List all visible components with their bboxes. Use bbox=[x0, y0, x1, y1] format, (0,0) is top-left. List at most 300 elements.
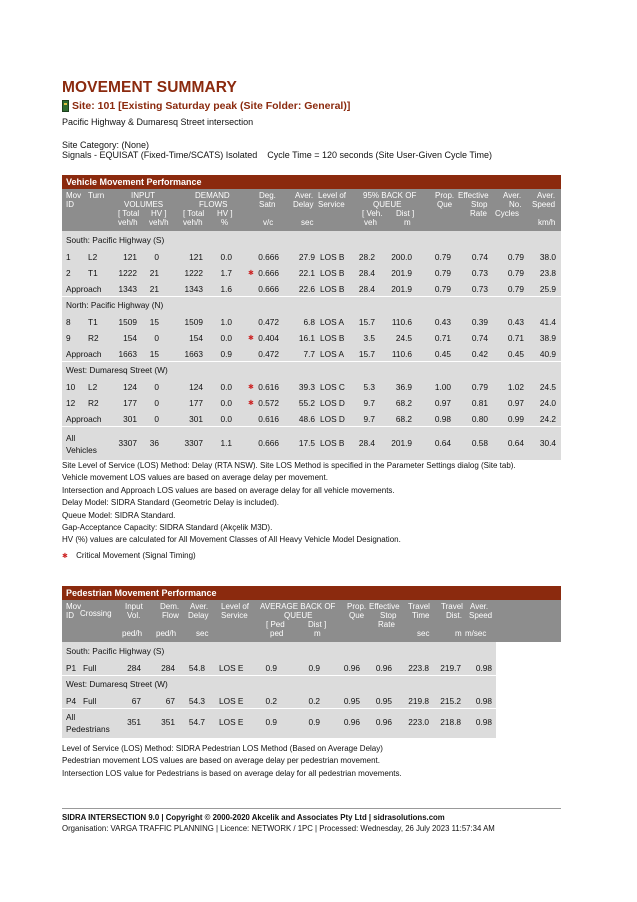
cell-crossing: Full bbox=[83, 696, 97, 706]
cell-dhv: 0.0 bbox=[220, 382, 232, 392]
cell-dtotal: 124 bbox=[189, 382, 203, 392]
cell-id: P1 bbox=[66, 663, 77, 673]
cell-dist: 200.0 bbox=[391, 252, 412, 262]
cell-id: P4 bbox=[66, 696, 77, 706]
cell-time: 223.8 bbox=[408, 663, 429, 673]
cell-veh: 28.4 bbox=[358, 284, 375, 294]
cell-veh: 5.3 bbox=[363, 382, 375, 392]
cell-los: LOS E bbox=[219, 717, 244, 727]
cell-cycles: 0.97 bbox=[507, 398, 524, 408]
hdr-stop: Stop bbox=[471, 200, 488, 209]
cell-delay: 7.7 bbox=[303, 349, 315, 359]
all-pedestrians-row bbox=[62, 712, 496, 736]
cell-turn: T1 bbox=[88, 268, 98, 278]
signals-info: Signals - EQUISAT (Fixed-Time/SCATS) Isolated Cycle Time = 120 seconds (Site User-Given Cycle Time) bbox=[62, 150, 493, 160]
cell-prop: 1.00 bbox=[434, 382, 451, 392]
phdr-aver2: Aver. bbox=[470, 602, 489, 611]
cell-speed: 0.98 bbox=[475, 663, 492, 673]
hdr-que: Que bbox=[437, 200, 453, 209]
cell-speed: 38.0 bbox=[539, 252, 556, 262]
critical-star-icon: ✱ bbox=[248, 270, 254, 277]
cell-turn: R2 bbox=[88, 398, 99, 408]
cell-prop: 0.95 bbox=[343, 696, 360, 706]
all-vehicles-row bbox=[62, 433, 561, 457]
hdr-dtotal: [ Total bbox=[183, 209, 205, 218]
hdr-speed: Speed bbox=[532, 200, 556, 209]
cell-prop: 0.97 bbox=[434, 398, 451, 408]
cell-veh: 28.4 bbox=[358, 438, 375, 448]
hdr-flows: FLOWS bbox=[199, 200, 228, 209]
cell-veh: 15.7 bbox=[358, 349, 375, 359]
cell-tdist: 218.8 bbox=[440, 717, 461, 727]
phdr-service: Service bbox=[221, 611, 248, 620]
cell-eff: 0.96 bbox=[375, 663, 392, 673]
hdr-no: No. bbox=[509, 200, 522, 209]
phdr-time: Time bbox=[412, 611, 430, 620]
footer-divider bbox=[62, 808, 561, 809]
cell-satn: 0.572 bbox=[258, 398, 279, 408]
phdr-que: Que bbox=[349, 611, 365, 620]
cell-ped: 0.2 bbox=[265, 696, 277, 706]
cell-cycles: 0.45 bbox=[507, 349, 524, 359]
cell-satn: 0.666 bbox=[258, 284, 279, 294]
vehicle-movement-table bbox=[62, 175, 561, 460]
vehicle-table-body bbox=[62, 231, 561, 460]
approach-row bbox=[62, 411, 561, 427]
phdr-level-of: Level of bbox=[221, 602, 250, 611]
cell-dtotal: 301 bbox=[189, 414, 203, 424]
cell-speed: 30.4 bbox=[539, 438, 556, 448]
note-line: Vehicle movement LOS values are based on average delay per movement. bbox=[62, 473, 328, 483]
cell-turn: L2 bbox=[88, 252, 98, 262]
hdr-id: ID bbox=[66, 200, 74, 209]
vehicle-notes bbox=[62, 460, 516, 547]
cell-dtotal: 154 bbox=[189, 333, 203, 343]
cell-total: 3307 bbox=[118, 438, 137, 448]
cell-los: LOS C bbox=[320, 382, 345, 392]
cell-delay: 54.3 bbox=[188, 696, 205, 706]
intersection-name: Pacific Highway & Dumaresq Street intersection bbox=[62, 117, 254, 127]
phdr-flow: Flow bbox=[162, 611, 179, 620]
cell-dist: 110.6 bbox=[391, 349, 412, 359]
phdr-dist: Dist ] bbox=[308, 620, 327, 629]
footer-organisation: Organisation: VARGA TRAFFIC PLANNING | Licence: NETWORK / 1PC | Processed: Wednesday, 26 July 2023 11:57:34 AM bbox=[62, 824, 495, 833]
critical-star-icon: ✱ bbox=[248, 384, 254, 391]
cell-speed: 24.5 bbox=[539, 382, 556, 392]
cell-dtotal: 1663 bbox=[184, 349, 203, 359]
phdr-id: ID bbox=[66, 611, 74, 620]
cell-delay: 54.8 bbox=[188, 663, 205, 673]
hdr-unit-vc: v/c bbox=[263, 218, 274, 227]
phdr-unit-m2: m bbox=[455, 629, 462, 638]
phdr-input: Input bbox=[125, 602, 143, 611]
cell-speed: 24.2 bbox=[539, 414, 556, 424]
footer-copyright: SIDRA INTERSECTION 9.0 | Copyright © 2000-2020 Akcelik and Associates Pty Ltd | sidrasolutions.com bbox=[62, 813, 445, 822]
cell-veh: 15.7 bbox=[358, 317, 375, 327]
cell-hv: 15 bbox=[149, 317, 159, 327]
group-divider bbox=[62, 675, 496, 676]
cell-hv: 0 bbox=[154, 398, 159, 408]
critical-star-icon: ✱ bbox=[62, 553, 68, 560]
cell-speed: 23.8 bbox=[539, 268, 556, 278]
cell-flow: 351 bbox=[161, 717, 175, 727]
cell-speed: 0.98 bbox=[475, 717, 492, 727]
pedestrian-table-title: Pedestrian Movement Performance bbox=[62, 586, 561, 600]
site-category: Site Category: (None) bbox=[62, 140, 150, 150]
cell-satn: 0.404 bbox=[258, 333, 279, 343]
cell-satn: 0.666 bbox=[258, 438, 279, 448]
group-label: West: Dumaresq Street (W) bbox=[66, 679, 168, 689]
cell-speed: 38.9 bbox=[539, 333, 556, 343]
cell-eff: 0.42 bbox=[471, 349, 488, 359]
vehicle-table-header bbox=[62, 189, 561, 231]
cell-satn: 0.616 bbox=[258, 414, 279, 424]
cell-los: LOS A bbox=[320, 349, 344, 359]
critical-star-icon: ✱ bbox=[248, 335, 254, 342]
hdr-unit-veh: veh bbox=[364, 218, 377, 227]
table-row bbox=[62, 330, 561, 346]
cell-dhv: 0.0 bbox=[220, 398, 232, 408]
phdr-ped: [ Ped bbox=[266, 620, 285, 629]
phdr-unit-sec: sec bbox=[196, 629, 209, 638]
cell-total: 124 bbox=[123, 382, 137, 392]
cell-dhv: 0.9 bbox=[220, 349, 232, 359]
cell-dtotal: 3307 bbox=[184, 438, 203, 448]
hdr-aver2: Aver. bbox=[503, 191, 522, 200]
group-label: South: Pacific Highway (S) bbox=[66, 646, 165, 656]
cell-delay: 17.5 bbox=[298, 438, 315, 448]
cell-delay: 39.3 bbox=[298, 382, 315, 392]
pedestrian-movement-table bbox=[62, 586, 561, 738]
cell-cycles: 0.71 bbox=[507, 333, 524, 343]
cell-id: 2 bbox=[66, 268, 71, 278]
cell-id: 10 bbox=[66, 382, 76, 392]
cell-time: 223.0 bbox=[408, 717, 429, 727]
cell-delay: 55.2 bbox=[298, 398, 315, 408]
cell-id: 1 bbox=[66, 252, 71, 262]
cell-delay: 27.9 bbox=[298, 252, 315, 262]
phdr-vol: Vol. bbox=[127, 611, 141, 620]
cell-cycles: 0.79 bbox=[507, 252, 524, 262]
phdr-effective: Effective bbox=[369, 602, 400, 611]
cell-cycles: 1.02 bbox=[507, 382, 524, 392]
cell-prop: 0.98 bbox=[434, 414, 451, 424]
all-label-1: All bbox=[66, 712, 76, 722]
cell-vol: 351 bbox=[127, 717, 141, 727]
cell-veh: 3.5 bbox=[363, 333, 375, 343]
cell-eff: 0.74 bbox=[471, 333, 488, 343]
group-divider bbox=[62, 426, 561, 427]
cell-dist: 201.9 bbox=[391, 438, 412, 448]
note-line: Intersection and Approach LOS values are based on average delay for all vehicle movements. bbox=[62, 485, 395, 495]
hdr-back-of: 95% BACK OF bbox=[363, 191, 417, 200]
hdr-unit-sec: sec bbox=[301, 218, 314, 227]
note-line: HV (%) values are calculated for All Movement Classes of All Heavy Vehicle Model Designation. bbox=[62, 535, 401, 545]
pedestrian-table-header bbox=[62, 600, 561, 642]
pedestrian-notes bbox=[62, 743, 402, 780]
cell-speed: 0.98 bbox=[475, 696, 492, 706]
cell-ped: 0.9 bbox=[265, 663, 277, 673]
cell-dhv: 1.6 bbox=[220, 284, 232, 294]
cell-delay: 22.6 bbox=[298, 284, 315, 294]
phdr-stop: Stop bbox=[380, 611, 397, 620]
cell-satn: 0.616 bbox=[258, 382, 279, 392]
cell-total: 1343 bbox=[118, 284, 137, 294]
cell-hv: 36 bbox=[149, 438, 159, 448]
cell-dtotal: 1343 bbox=[184, 284, 203, 294]
hdr-demand: DEMAND bbox=[195, 191, 230, 200]
group-label: North: Pacific Highway (N) bbox=[66, 300, 164, 310]
site-label: Site: 101 [Existing Saturday peak (Site Folder: General)] bbox=[72, 100, 351, 112]
note-line: Level of Service (LOS) Method: SIDRA Pedestrian LOS Method (Based on Average Delay) bbox=[62, 744, 383, 753]
cell-dist: 68.2 bbox=[395, 398, 412, 408]
cell-dtotal: 1509 bbox=[184, 317, 203, 327]
cell-dhv: 1.1 bbox=[220, 438, 232, 448]
approach-row bbox=[62, 346, 561, 362]
cell-flow: 67 bbox=[165, 696, 175, 706]
cell-eff: 0.73 bbox=[471, 284, 488, 294]
cell-speed: 40.9 bbox=[539, 349, 556, 359]
cell-dtotal: 121 bbox=[189, 252, 203, 262]
page-title: MOVEMENT SUMMARY bbox=[62, 79, 237, 96]
group-label: West: Dumaresq Street (W) bbox=[66, 365, 168, 375]
cell-los: LOS D bbox=[320, 414, 345, 424]
cell-los: LOS B bbox=[320, 268, 345, 278]
table-row bbox=[62, 395, 561, 411]
group-divider bbox=[62, 708, 496, 709]
phdr-unit-sec2: sec bbox=[417, 629, 430, 638]
table-row bbox=[62, 249, 561, 265]
phdr-dem: Dem. bbox=[160, 602, 180, 611]
cell-dhv: 0.0 bbox=[220, 333, 232, 343]
cell-turn: R2 bbox=[88, 333, 99, 343]
cell-dhv: 0.0 bbox=[220, 414, 232, 424]
approach-row bbox=[62, 281, 561, 297]
cell-dist: 36.9 bbox=[395, 382, 412, 392]
cell-dhv: 1.7 bbox=[220, 268, 232, 278]
cell-veh: 9.7 bbox=[363, 398, 375, 408]
hdr-unit-pct: % bbox=[221, 218, 229, 227]
cell-eff: 0.81 bbox=[471, 398, 488, 408]
cell-turn: L2 bbox=[88, 382, 98, 392]
phdr-unit-m: m bbox=[314, 629, 321, 638]
hdr-unit-vehh3: veh/h bbox=[183, 218, 203, 227]
approach-label: Approach bbox=[66, 414, 102, 424]
cell-prop: 0.96 bbox=[343, 663, 360, 673]
phdr-queue: QUEUE bbox=[284, 611, 313, 620]
cell-eff: 0.95 bbox=[375, 696, 392, 706]
cell-vol: 67 bbox=[131, 696, 141, 706]
hdr-delay: Delay bbox=[293, 200, 314, 209]
phdr-back-of: AVERAGE BACK OF bbox=[260, 602, 336, 611]
cell-dist: 201.9 bbox=[391, 268, 412, 278]
cell-ped: 0.9 bbox=[265, 717, 277, 727]
cell-dist: 24.5 bbox=[395, 333, 412, 343]
cell-tdist: 215.2 bbox=[440, 696, 461, 706]
cell-los: LOS E bbox=[219, 696, 244, 706]
cell-flow: 284 bbox=[161, 663, 175, 673]
cell-hv: 0 bbox=[154, 382, 159, 392]
hdr-cycles: Cycles bbox=[495, 209, 520, 218]
cell-total: 177 bbox=[123, 398, 137, 408]
hdr-hv: HV ] bbox=[151, 209, 167, 218]
cell-los: LOS B bbox=[320, 438, 345, 448]
cell-time: 219.8 bbox=[408, 696, 429, 706]
cell-los: LOS B bbox=[320, 333, 345, 343]
hdr-unit-vehh: veh/h bbox=[118, 218, 138, 227]
cell-hv: 21 bbox=[149, 284, 159, 294]
cell-turn: T1 bbox=[88, 317, 98, 327]
cell-tdist: 219.7 bbox=[440, 663, 461, 673]
cell-los: LOS E bbox=[219, 663, 244, 673]
hdr-unit-kmh: km/h bbox=[538, 218, 556, 227]
cell-id: 12 bbox=[66, 398, 76, 408]
all-label-1: All bbox=[66, 433, 76, 443]
cell-hv: 0 bbox=[154, 333, 159, 343]
cell-los: LOS A bbox=[320, 317, 344, 327]
phdr-travel2: Travel bbox=[441, 602, 463, 611]
cell-speed: 24.0 bbox=[539, 398, 556, 408]
cell-total: 1663 bbox=[118, 349, 137, 359]
hdr-satn: Satn bbox=[259, 200, 276, 209]
phdr-speed: Speed bbox=[469, 611, 493, 620]
hdr-aver: Aver. bbox=[295, 191, 314, 200]
cell-eff: 0.96 bbox=[375, 717, 392, 727]
cell-hv: 15 bbox=[149, 349, 159, 359]
cell-speed: 25.9 bbox=[539, 284, 556, 294]
hdr-turn: Turn bbox=[88, 191, 105, 200]
cell-prop: 0.79 bbox=[434, 252, 451, 262]
hdr-prop: Prop. bbox=[435, 191, 455, 200]
phdr-delay: Delay bbox=[188, 611, 209, 620]
cell-hv: 21 bbox=[149, 268, 159, 278]
all-label-2: Pedestrians bbox=[66, 724, 110, 734]
cell-delay: 48.6 bbox=[298, 414, 315, 424]
hdr-level-of: Level of bbox=[318, 191, 347, 200]
cell-delay: 22.1 bbox=[298, 268, 315, 278]
cell-dtotal: 1222 bbox=[184, 268, 203, 278]
cell-satn: 0.472 bbox=[258, 317, 279, 327]
hdr-volumes: VOLUMES bbox=[124, 200, 164, 209]
cell-prop: 0.96 bbox=[343, 717, 360, 727]
phdr-unit-pedh: ped/h bbox=[122, 629, 143, 638]
hdr-queue: QUEUE bbox=[373, 200, 402, 209]
note-line: Pedestrian movement LOS values are based on average delay per pedestrian movement. bbox=[62, 756, 380, 766]
table-row bbox=[62, 660, 496, 676]
phdr-dist2: Dist. bbox=[446, 611, 462, 620]
cell-los: LOS D bbox=[320, 398, 345, 408]
cell-dist: 68.2 bbox=[395, 414, 412, 424]
cell-id: 9 bbox=[66, 333, 71, 343]
hdr-total: [ Total bbox=[118, 209, 140, 218]
group-label: South: Pacific Highway (S) bbox=[66, 235, 165, 245]
cell-delay: 54.7 bbox=[188, 717, 205, 727]
cell-satn: 0.666 bbox=[258, 252, 279, 262]
note-line: Delay Model: SIDRA Standard (Geometric Delay is included). bbox=[62, 498, 279, 508]
table-row bbox=[62, 265, 561, 281]
cell-hv: 0 bbox=[154, 252, 159, 262]
cell-total: 121 bbox=[123, 252, 137, 262]
cell-cycles: 0.64 bbox=[507, 438, 524, 448]
hdr-effective: Effective bbox=[458, 191, 489, 200]
group-divider bbox=[62, 296, 561, 297]
cell-dist: 0.9 bbox=[308, 663, 320, 673]
hdr-mov: Mov bbox=[66, 191, 82, 200]
cell-dhv: 0.0 bbox=[220, 252, 232, 262]
cell-cycles: 0.79 bbox=[507, 284, 524, 294]
pedestrian-table-body bbox=[62, 642, 496, 738]
cell-eff: 0.79 bbox=[471, 382, 488, 392]
cell-total: 301 bbox=[123, 414, 137, 424]
note-line: Queue Model: SIDRA Standard. bbox=[62, 510, 176, 520]
cell-eff: 0.39 bbox=[471, 317, 488, 327]
cell-total: 1222 bbox=[118, 268, 137, 278]
cell-prop: 0.79 bbox=[434, 268, 451, 278]
cell-veh: 9.7 bbox=[363, 414, 375, 424]
cell-veh: 28.2 bbox=[358, 252, 375, 262]
cell-speed: 41.4 bbox=[539, 317, 556, 327]
phdr-rate: Rate bbox=[378, 620, 395, 629]
cell-dist: 201.9 bbox=[391, 284, 412, 294]
hdr-dhv: HV ] bbox=[217, 209, 233, 218]
cell-satn: 0.472 bbox=[258, 349, 279, 359]
phdr-crossing: Crossing bbox=[80, 609, 112, 618]
note-line: Intersection LOS value for Pedestrians is based on average delay for all pedestrian movements. bbox=[62, 768, 402, 778]
hdr-deg: Deg. bbox=[259, 191, 276, 200]
approach-label: Approach bbox=[66, 349, 102, 359]
phdr-unit-ms: m/sec bbox=[465, 629, 487, 638]
table-row bbox=[62, 693, 496, 709]
hdr-input: INPUT bbox=[131, 191, 155, 200]
site-icon bbox=[62, 100, 69, 112]
cell-dist: 0.9 bbox=[308, 717, 320, 727]
approach-label: Approach bbox=[66, 284, 102, 294]
table-row bbox=[62, 314, 561, 330]
cell-id: 8 bbox=[66, 317, 71, 327]
cell-veh: 28.4 bbox=[358, 268, 375, 278]
vehicle-table-title: Vehicle Movement Performance bbox=[62, 175, 561, 189]
cell-cycles: 0.99 bbox=[507, 414, 524, 424]
cell-cycles: 0.79 bbox=[507, 268, 524, 278]
note-line: Site Level of Service (LOS) Method: Delay (RTA NSW). Site LOS Method is specified in the Parameter Settings dialog (Site tab). bbox=[62, 461, 516, 470]
hdr-unit-m: m bbox=[404, 218, 411, 227]
cell-total: 154 bbox=[123, 333, 137, 343]
hdr-aver3: Aver. bbox=[537, 191, 556, 200]
hdr-veh: [ Veh. bbox=[362, 209, 383, 218]
cell-eff: 0.73 bbox=[471, 268, 488, 278]
hdr-service: Service bbox=[318, 200, 345, 209]
cell-dist: 110.6 bbox=[391, 317, 412, 327]
phdr-unit-pedh2: ped/h bbox=[156, 629, 177, 638]
phdr-prop: Prop. bbox=[347, 602, 367, 611]
critical-legend bbox=[62, 551, 196, 560]
cell-dtotal: 177 bbox=[189, 398, 203, 408]
phdr-aver: Aver. bbox=[190, 602, 209, 611]
cell-prop: 0.45 bbox=[434, 349, 451, 359]
critical-star-icon: ✱ bbox=[248, 400, 254, 407]
cell-cycles: 0.43 bbox=[507, 317, 524, 327]
phdr-travel: Travel bbox=[408, 602, 430, 611]
cell-dhv: 1.0 bbox=[220, 317, 232, 327]
cell-satn: 0.666 bbox=[258, 268, 279, 278]
cell-eff: 0.58 bbox=[471, 438, 488, 448]
cell-prop: 0.64 bbox=[434, 438, 451, 448]
all-label-2: Vehicles bbox=[66, 445, 97, 455]
cell-los: LOS B bbox=[320, 284, 345, 294]
phdr-mov: Mov bbox=[66, 602, 82, 611]
cell-total: 1509 bbox=[118, 317, 137, 327]
cell-prop: 0.71 bbox=[434, 333, 451, 343]
